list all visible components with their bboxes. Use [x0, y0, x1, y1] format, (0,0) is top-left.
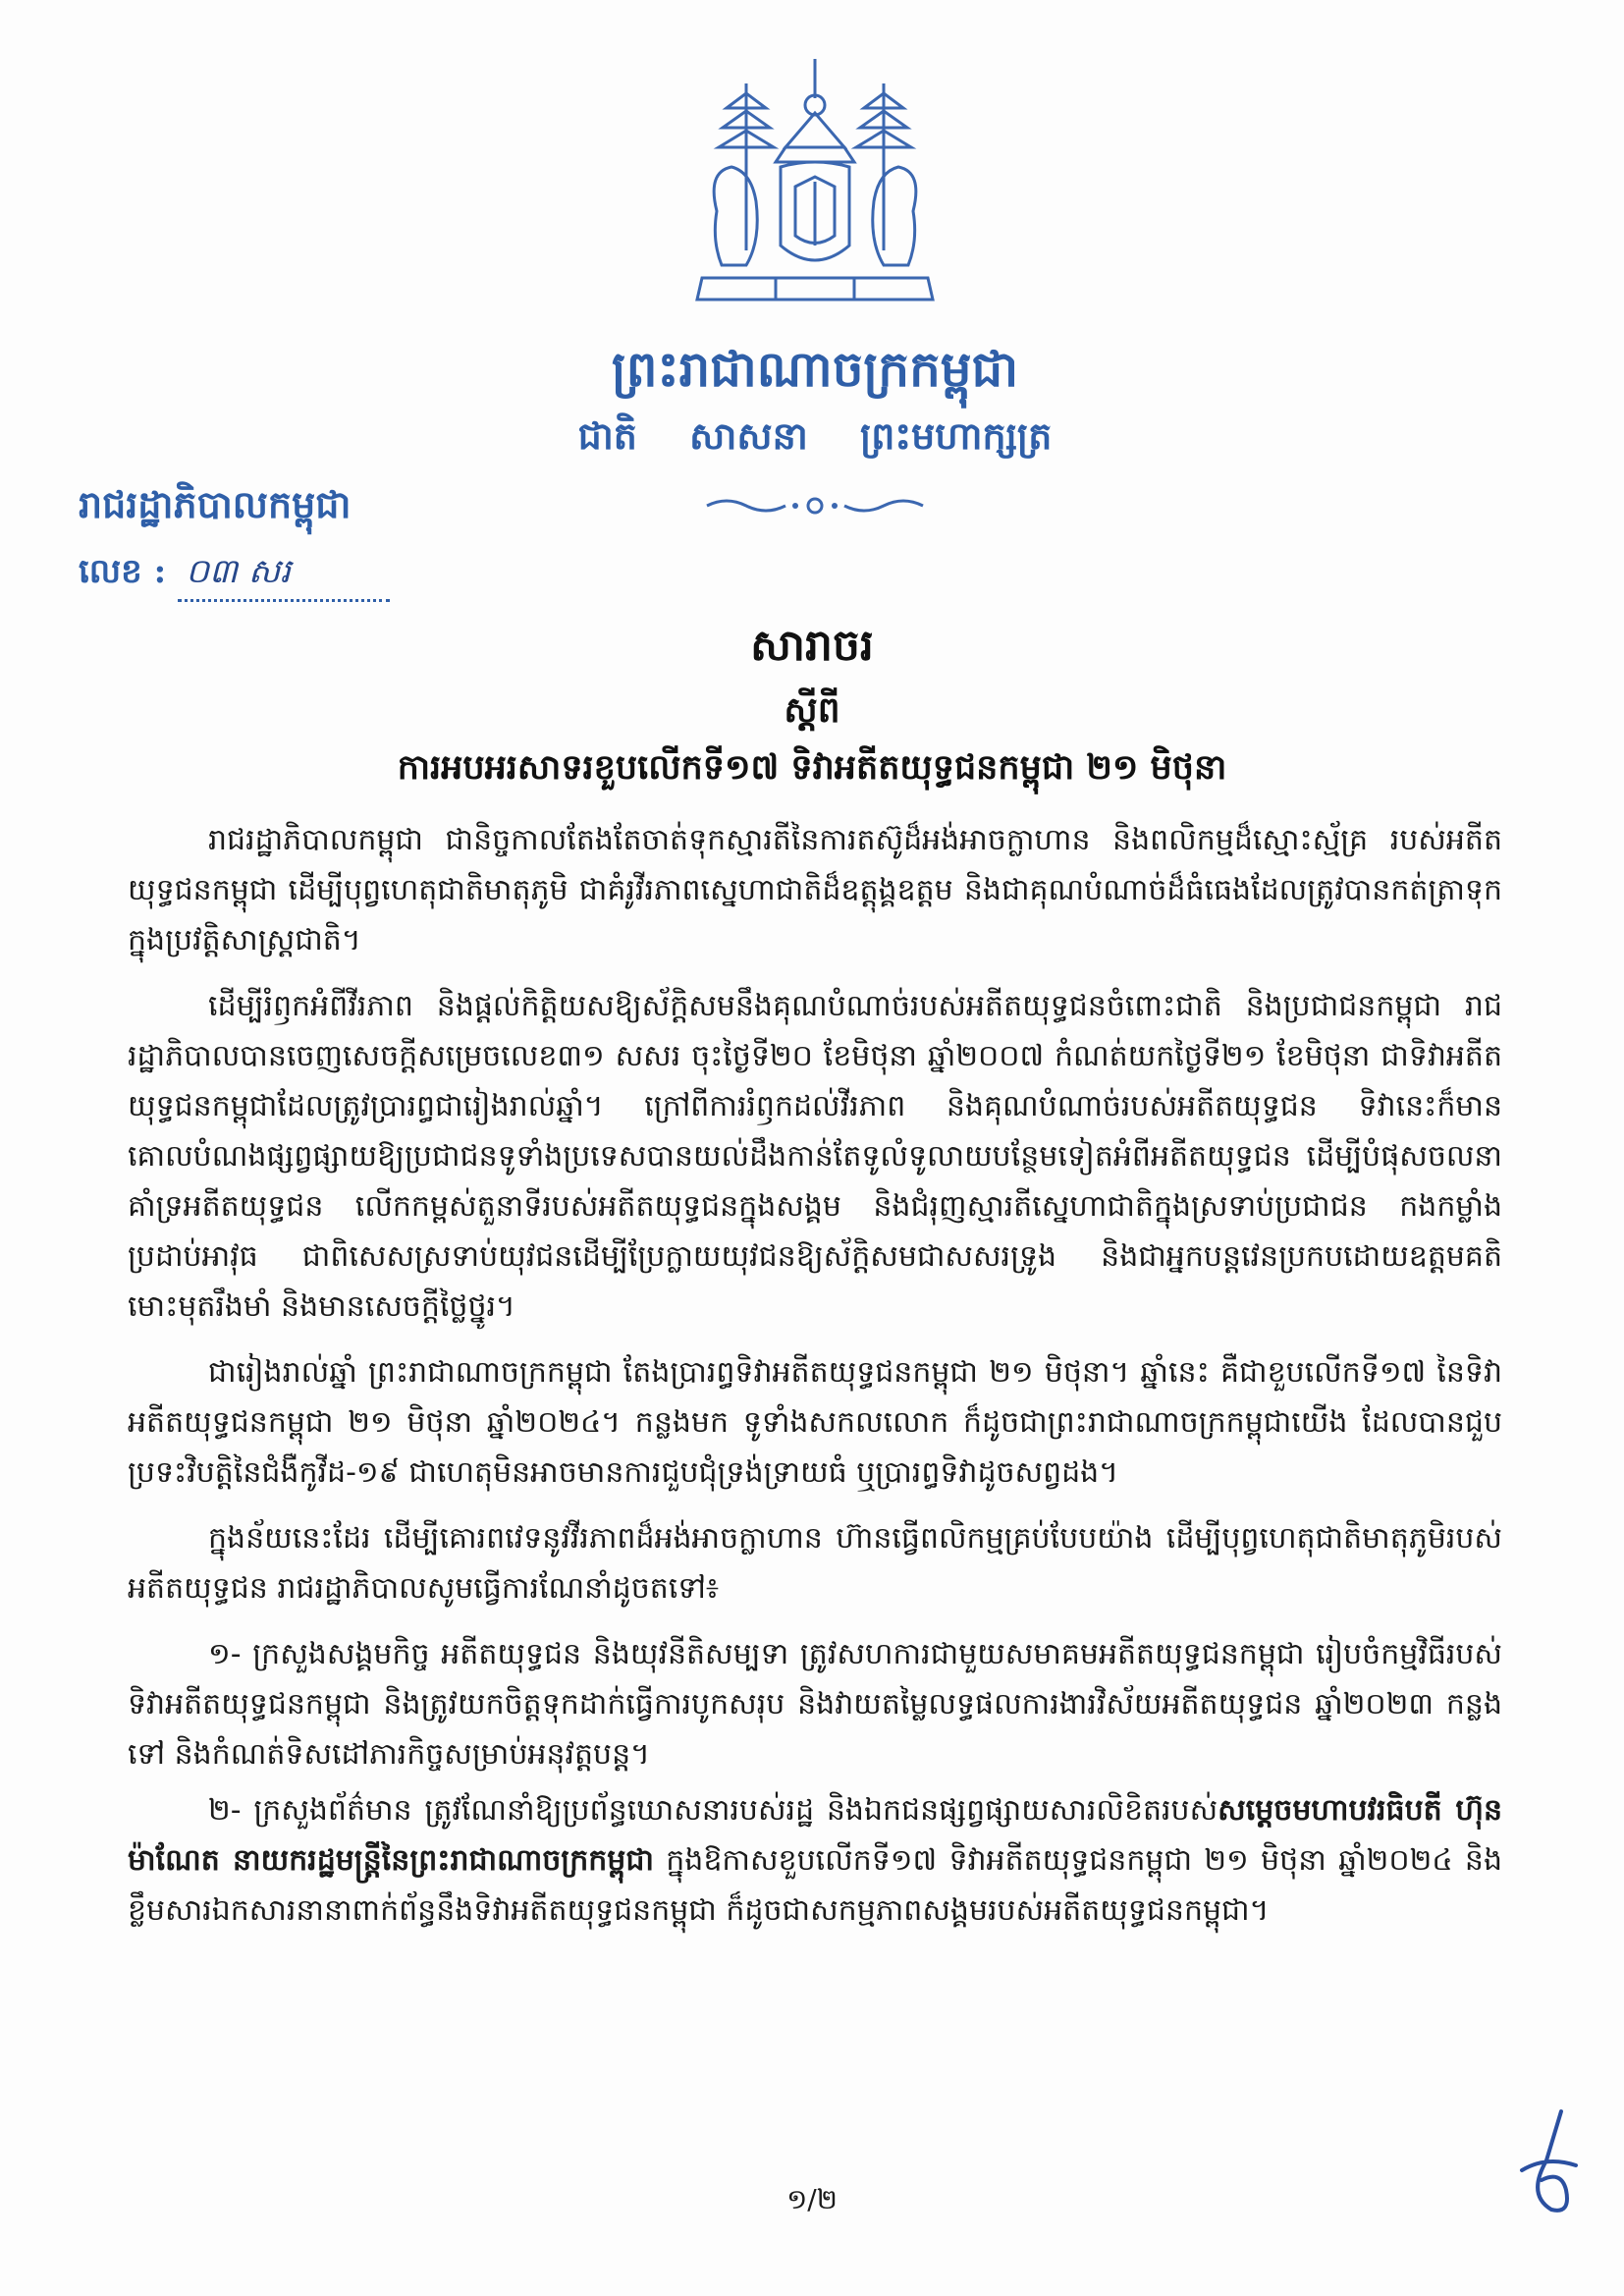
page-number: ១/២ [786, 2183, 838, 2215]
about-heading: ស្តីពី [784, 689, 840, 731]
national-motto: ជាតិ សាសនា ព្រះមហាក្សត្រ [577, 413, 1053, 458]
item-2-prefix: ២- ក្រសួងព័ត៌មាន ត្រូវណែនាំឱ្យប្រព័ន្ធឃោសនារបស់រដ្ឋ និងឯកជនផ្សព្វផ្សាយសារលិខិតរបស់ [208, 1793, 1218, 1828]
kingdom-name: ព្រះរាជាណាចក្រកម្ពុជា [611, 340, 1019, 398]
item-2-suffix: ក្នុងឱកាសខួបលើកទី១៧ ទិវាអតីតយុទ្ធជនកម្ពុជា ២១ មិថុនា ឆ្នាំ២០២៤ និងខ្លឹមសារឯកសារនានាពាក់ព័ន្ធនឹងទិវាអតីតយុទ្ធជនកម្ពុជា ក៏ដូចជាសកម្មភាពសង្គមរបស់អតីតយុទ្ធជនកម្ពុជា។ [128, 1843, 1502, 1928]
document-type: សារាចរ [750, 621, 874, 671]
prime-minister-title: សម្តេចមហាបវរធិបតី ហ៊ុន ម៉ាណែត នាយករដ្ឋមន្ត្រីនៃព្រះរាជាណាចក្រកម្ពុជា [128, 1793, 1502, 1878]
paragraph-1: រាជរដ្ឋាភិបាលកម្ពុជា ជានិច្ចកាលតែងតែចាត់ទុកស្មារតីនៃការតស៊ូដ៏អង់អាចក្លាហាន និងពលិកម្មដ៏ស្មោះស្ម័គ្រ របស់អតីតយុទ្ធជនកម្ពុជា ដើម្បីបុព្វហេតុជាតិមាតុភូមិ ជាគំរូវីរភាពស្នេហាជាតិដ៏ឧត្តុង្គឧត្តម និងជាគុណបំណាច់ដ៏ធំធេងដែលត្រូវបានកត់ត្រាទុកក្នុងប្រវត្តិសាស្ត្រជាតិ។ [128, 823, 1502, 957]
government-name: រាជរដ្ឋាភិបាលកម្ពុជា [79, 482, 352, 526]
reference-line [79, 550, 390, 602]
paragraph-3: ជារៀងរាល់ឆ្នាំ ព្រះរាជាណាចក្រកម្ពុជា តែងប្រារព្ធទិវាអតីតយុទ្ធជនកម្ពុជា ២១ មិថុនា។ ឆ្នាំនេះ គឺជាខួបលើកទី១៧ នៃទិវាអតីតយុទ្ធជនកម្ពុជា ២១ មិថុនា ឆ្នាំ២០២៤។ កន្លងមក ទូទាំងសកលលោក ក៏ដូចជាព្រះរាជាណាចក្រកម្ពុជាយើង ដែលបានជួបប្រទះវិបត្តិនៃជំងឺកូវីដ-១៩ ជាហេតុមិនអាចមានការជួបជុំទ្រង់ទ្រាយធំ ឬប្រារព្ធទិវាដូចសព្វដង។ [128, 1355, 1502, 1490]
royal-emblem-icon [677, 54, 952, 334]
paragraph-4: ក្នុងន័យនេះដែរ ដើម្បីគោរពវេទនូវវីរភាពដ៏អង់អាចក្លាហាន ហ៊ានធ្វើពលិកម្មគ្រប់បែបយ៉ាង ដើម្បីបុព្វហេតុជាតិមាតុភូមិរបស់អតីតយុទ្ធជន រាជរដ្ឋាភិបាលសូមធ្វើការណែនាំដូចតទៅ៖ [128, 1521, 1502, 1606]
document-body [128, 815, 1502, 1941]
document-subject: ការអបអរសាទរខួបលើកទី១៧ ទិវាអតីតយុទ្ធជនកម្ពុជា ២១ មិថុនា [397, 747, 1227, 788]
instruction-item-2 [128, 1785, 1502, 1936]
reference-label: លេខ : [79, 552, 167, 591]
instruction-item-1: ១- ក្រសួងសង្គមកិច្ច អតីតយុទ្ធជន និងយុវនីតិសម្បទា ត្រូវសហការជាមួយសមាគមអតីតយុទ្ធជនកម្ពុជា រៀបចំកម្មវិធីរបស់ទិវាអតីតយុទ្ធជនកម្ពុជា និងត្រូវយកចិត្តទុកដាក់ធ្វើការបូកសរុប និងវាយតម្លៃលទ្ធផលការងារវិស័យអតីតយុទ្ធជន ឆ្នាំ២០២៣ កន្លងទៅ និងកំណត់ទិសដៅភារកិច្ចសម្រាប់អនុវត្តបន្ត។ [128, 1637, 1502, 1772]
divider-ornament-icon [697, 491, 933, 520]
reference-number: ០៣ សរ [178, 550, 390, 602]
handwritten-initials-icon [1507, 2102, 1586, 2229]
paragraph-2: ដើម្បីរំឭកអំពីវីរភាព និងផ្តល់កិត្តិយសឱ្យស័ក្តិសមនឹងគុណបំណាច់របស់អតីតយុទ្ធជនចំពោះជាតិ និងប្រជាជនកម្ពុជា រាជរដ្ឋាភិបាលបានចេញសេចក្តីសម្រេចលេខ៣១ សសរ ចុះថ្ងៃទី២០ ខែមិថុនា ឆ្នាំ២០០៧ កំណត់យកថ្ងៃទី២១ ខែមិថុនា ជាទិវាអតីតយុទ្ធជនកម្ពុជាដែលត្រូវប្រារព្ធជារៀងរាល់ឆ្នាំ។ ក្រៅពីការរំឭកដល់វីរភាព និងគុណបំណាច់របស់អតីតយុទ្ធជន ទិវានេះក៏មានគោលបំណងផ្សព្វផ្សាយឱ្យប្រជាជនទូទាំងប្រទេសបានយល់ដឹងកាន់តែទូលំទូលាយបន្ថែមទៀតអំពីអតីតយុទ្ធជន ដើម្បីបំផុសចលនាគាំទ្រអតីតយុទ្ធជន លើកកម្ពស់តួនាទីរបស់អតីតយុទ្ធជនក្នុងសង្គម និងជំរុញស្មារតីស្នេហាជាតិក្នុងស្រទាប់ប្រជាជន កងកម្លាំងប្រដាប់អាវុធ ជាពិសេសស្រទាប់យុវជនដើម្បីប្រែក្លាយយុវជនឱ្យស័ក្តិសមជាសសរទ្រូង និងជាអ្នកបន្តវេនប្រកបដោយឧត្តមគតិ មោះមុតរឹងមាំ និងមានសេចក្តីថ្លៃថ្នូរ។ [128, 989, 1502, 1324]
